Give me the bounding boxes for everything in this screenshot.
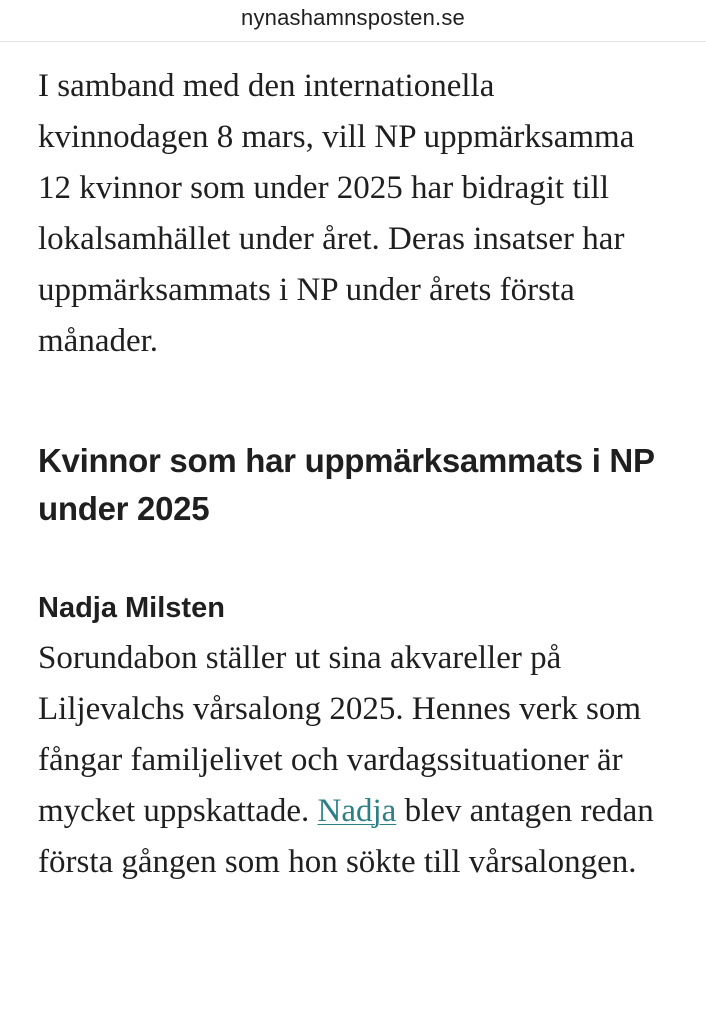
browser-address-bar[interactable]	[0, 0, 706, 42]
person-entry	[38, 588, 668, 888]
person-text-before-link: Sorundabon ställer ut sina akvareller på Liljevalchs vårsalong 2025. Hennes verk som fångar familjelivet och vardagssituationer är mycket uppskattade.	[38, 640, 642, 829]
person-name-link[interactable]: Nadja	[317, 793, 397, 829]
url-text: nynashamnsposten.se	[241, 4, 465, 30]
person-text-after-link: blev antagen redan första gången som hon sökte till vårsalongen.	[38, 793, 654, 880]
section-heading: Kvinnor som har uppmärksammats i NP under 2025	[38, 442, 655, 527]
person-description	[38, 633, 668, 888]
person-name: Nadja Milsten	[38, 592, 225, 624]
intro-paragraph: I samband med den internationella kvinnodagen 8 mars, vill NP uppmärksamma 12 kvinnor som under 2025 har bidragit till lokalsamhället under året. Deras insatser har uppmärksammats i NP under årets första månader.	[38, 68, 635, 359]
article-body	[0, 61, 706, 888]
